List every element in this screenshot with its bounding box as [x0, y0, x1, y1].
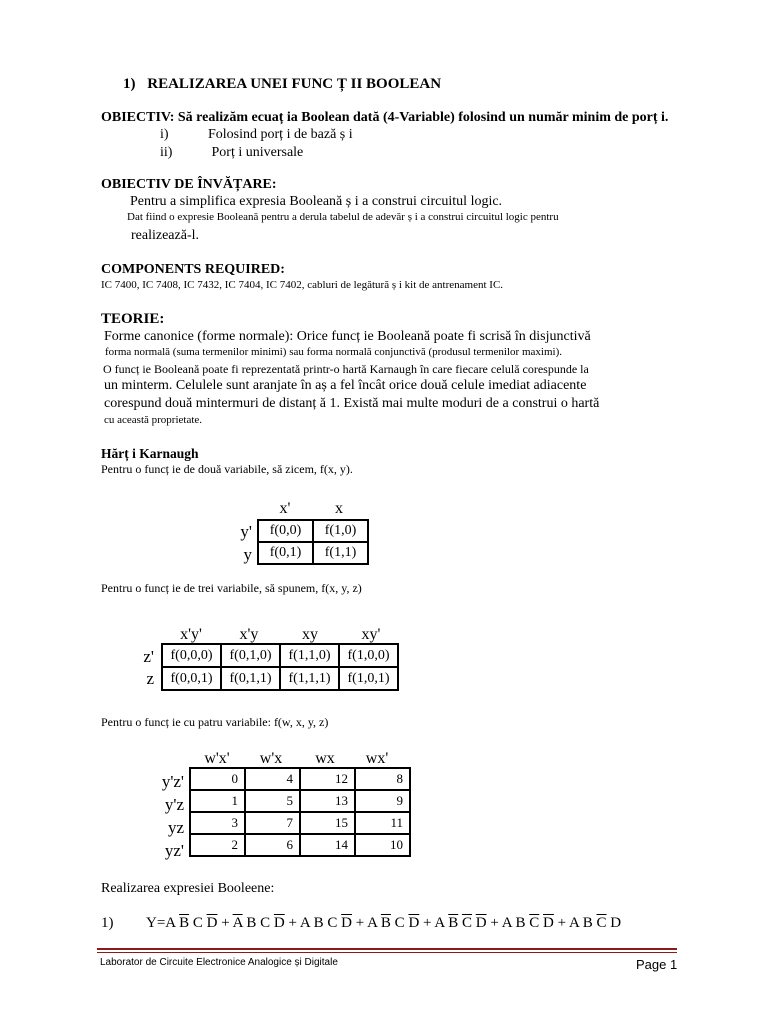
theory-line-3: O funcț ie Booleană poate fi reprezentată printr-o hartă Karnaugh în care fiecare celulă corespunde la: [103, 362, 589, 376]
variable: A: [165, 915, 176, 931]
kmap4-row-label: yz: [167, 818, 184, 837]
kmap3-cell: f(1,0,1): [339, 667, 398, 690]
title-text: REALIZAREA UNEI FUNC Ț II BOOLEAN: [147, 76, 442, 92]
variable: A: [434, 915, 445, 931]
kmap2-cell: f(0,0): [258, 520, 313, 542]
kmap4-cell: 10: [355, 834, 410, 856]
kmap4-row-label: y'z': [161, 772, 184, 791]
objective-item-2: [160, 145, 303, 161]
components-text: IC 7400, IC 7408, IC 7432, IC 7404, IC 7402, cabluri de legătură ș i kit de antrenament IC.: [101, 279, 504, 291]
objective-item-2-marker: ii): [160, 145, 173, 160]
kmap3-cell: f(0,0,1): [162, 667, 221, 690]
kmap4-cell: 8: [355, 768, 410, 790]
title-number: 1): [123, 76, 136, 92]
variable: B: [582, 915, 593, 931]
kmap4-cell: 6: [245, 834, 300, 856]
objective-item-1: [160, 127, 353, 143]
kmap3-col-header: x'y: [239, 626, 259, 643]
footer-rule-thin: [97, 952, 677, 953]
kmap4-col-header: w'x': [204, 750, 230, 767]
learning-line-2: Dat fiind o expresie Booleană pentru a derula tabelul de adevăr ș i a construi circuitul logic pentru: [127, 211, 559, 223]
kmap3-cell: f(0,0,0): [162, 644, 221, 667]
kmap4-cell: 2: [190, 834, 245, 856]
kmap4-cell: 11: [355, 812, 410, 834]
complemented-variable: $\overline{D}$: [475, 915, 487, 931]
kmap3-cell: f(1,1,0): [280, 644, 339, 667]
kmap4-cell: 14: [300, 834, 355, 856]
kmap4-row-label: yz': [164, 841, 184, 860]
kmap2-cell: f(1,0): [313, 520, 368, 542]
equation-term: [569, 915, 621, 931]
variable: A: [501, 915, 512, 931]
complemented-variable: $\overline{A}$: [232, 915, 243, 931]
complemented-variable: $\overline{B}$: [179, 915, 190, 931]
theory-line-5: corespund două mintermuri de distanț ă 1. Există mai multe moduri de a construi o hartă: [104, 396, 600, 411]
kmap3-cell: f(1,0,0): [339, 644, 398, 667]
kmap4-cell: 5: [245, 790, 300, 812]
kmap-two-variable: [257, 519, 369, 565]
complemented-variable: $\overline{D}$: [206, 915, 218, 931]
realization-heading: Realizarea expresiei Booleene:: [101, 881, 275, 896]
equation-term: [300, 915, 352, 931]
kmap3-cell: f(0,1,1): [221, 667, 280, 690]
complemented-variable: $\overline{B}$: [380, 915, 391, 931]
complemented-variable: $\overline{B}$: [448, 915, 459, 931]
theory-line-4: un minterm. Celulele sunt aranjate în aș a fel încât orice două celule imediat adiacente: [104, 378, 587, 393]
objective-item-2-text: Porț i universale: [208, 145, 304, 160]
kmap4-cell: 7: [245, 812, 300, 834]
variable: B: [313, 915, 324, 931]
kmap4-cell: 12: [300, 768, 355, 790]
variable: C: [192, 915, 203, 931]
equation-term: [233, 915, 285, 931]
kmap2-row-label: y': [240, 522, 252, 541]
kmap2-col-header: x': [279, 500, 291, 517]
variable: A: [568, 915, 579, 931]
equation-term: [165, 915, 217, 931]
footer-lab-name: Laborator de Circuite Electronice Analogice și Digitale: [100, 957, 338, 968]
complemented-variable: $\overline{D}$: [543, 915, 554, 931]
equation-term: [502, 915, 554, 931]
equation-terms: [165, 915, 621, 931]
kmap4-cell: 0: [190, 768, 245, 790]
kmap3-col-header: x'y': [180, 626, 202, 643]
kmap3-cell: f(1,1,1): [280, 667, 339, 690]
kmap4-col-header: wx': [365, 750, 389, 767]
kmap3-col-header: xy': [361, 626, 381, 643]
plus-operator: +: [419, 915, 435, 931]
equation-term: [434, 915, 486, 931]
kmap-four-variable: [189, 767, 411, 857]
variable: B: [246, 915, 257, 931]
variable: A: [299, 915, 310, 931]
variable: C: [260, 915, 271, 931]
kmap4-cell: 15: [300, 812, 355, 834]
plus-operator: +: [553, 915, 569, 931]
kmap4-cell: 4: [245, 768, 300, 790]
plus-operator: +: [486, 915, 502, 931]
plus-operator: +: [284, 915, 300, 931]
variable: B: [515, 915, 526, 931]
footer-rule: [97, 948, 677, 950]
kmap4-cell: 3: [190, 812, 245, 834]
plus-operator: +: [352, 915, 368, 931]
theory-line-6: cu această proprietate.: [104, 414, 203, 426]
kmap4-cell: 1: [190, 790, 245, 812]
complemented-variable: $\overline{C}$: [461, 915, 472, 931]
equation-term: [367, 915, 419, 931]
components-heading: COMPONENTS REQUIRED:: [101, 262, 285, 277]
kmap4-cell: 13: [300, 790, 355, 812]
complemented-variable: $\overline{D}$: [273, 915, 285, 931]
theory-heading: TEORIE:: [101, 311, 165, 327]
boolean-equation: [146, 915, 621, 932]
kmap3-col-header: xy: [302, 626, 318, 643]
footer-page-number: Page 1: [636, 957, 678, 972]
learning-line-3: realizează-l.: [131, 228, 199, 243]
page-title: [123, 76, 441, 93]
kmap4-col-header: w'x: [259, 750, 283, 767]
objective-heading: OBIECTIV: Să realizăm ecuaț ia Boolean dată (4-Variable) folosind un număr minim de porț i.: [101, 110, 669, 125]
equation-number: 1): [101, 915, 114, 931]
learning-line-1: Pentru a simplifica expresia Booleană ș i a construi circuitul logic.: [130, 194, 503, 209]
learning-heading: OBIECTIV DE ÎNVĂȚARE:: [101, 177, 277, 192]
complemented-variable: $\overline{C}$: [596, 915, 607, 931]
variable: D: [610, 915, 622, 931]
kmap-three-variable: [161, 643, 399, 691]
four-var-intro: Pentru o funcț ie cu patru variabile: f(w, x, y, z): [101, 715, 329, 729]
kmap4-cell: 9: [355, 790, 410, 812]
equation-lhs: Y=: [146, 915, 166, 931]
kmap2-cell: f(1,1): [313, 542, 368, 564]
objective-item-1-marker: i): [160, 127, 169, 142]
karnaugh-heading: Hărț i Karnaugh: [101, 446, 199, 461]
three-var-intro: Pentru o funcț ie de trei variabile, să spunem, f(x, y, z): [101, 581, 362, 595]
kmap4-col-header: wx: [315, 750, 335, 767]
complemented-variable: $\overline{D}$: [341, 915, 352, 931]
variable: A: [367, 915, 378, 931]
kmap4-row-label: y'z: [164, 795, 184, 814]
complemented-variable: $\overline{D}$: [408, 915, 420, 931]
kmap2-row-label: y: [243, 545, 252, 564]
objective-item-1-text: Folosind porț i de bază ș i: [208, 127, 353, 142]
kmap3-row-label: z': [143, 647, 154, 666]
variable: C: [327, 915, 338, 931]
kmap2-cell: f(0,1): [258, 542, 313, 564]
variable: C: [394, 915, 405, 931]
theory-line-1: Forme canonice (forme normale): Orice funcț ie Booleană poate fi scrisă în disjunctivă: [104, 329, 591, 344]
theory-line-2: forma normală (suma termenilor minimi) sau forma normală conjunctivă (produsul termenilor maximi).: [105, 346, 562, 358]
kmap3-cell: f(0,1,0): [221, 644, 280, 667]
complemented-variable: $\overline{C}$: [529, 915, 540, 931]
kmap3-row-label: z: [146, 669, 154, 688]
plus-operator: +: [217, 915, 233, 931]
two-var-intro: Pentru o funcț ie de două variabile, să zicem, f(x, y).: [101, 462, 353, 476]
kmap2-col-header: x: [335, 500, 343, 517]
